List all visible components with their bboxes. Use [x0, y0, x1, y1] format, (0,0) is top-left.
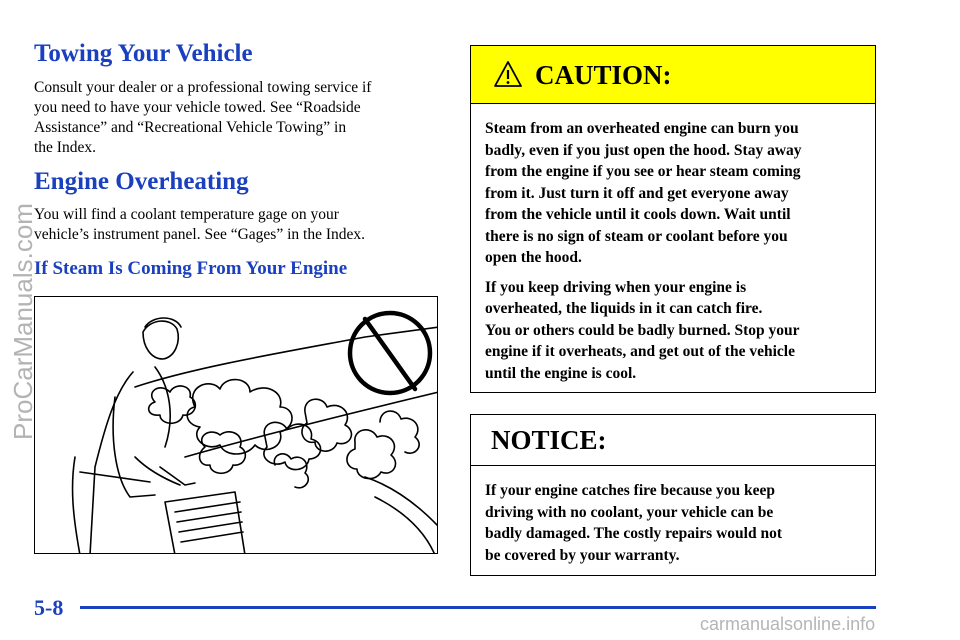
- text-line: you need to have your vehicle towed. See “Roadside: [34, 99, 361, 116]
- caution-body: [471, 104, 875, 384]
- text-line: You or others could be badly burned. Stop your: [485, 321, 800, 339]
- text-line: You will find a coolant temperature gage on your: [34, 206, 339, 223]
- text-line: If you keep driving when your engine is: [485, 278, 747, 296]
- caution-title: CAUTION:: [535, 60, 672, 90]
- notice-title: NOTICE:: [491, 425, 607, 455]
- overheating-paragraph: [34, 205, 444, 245]
- text-line: Steam from an overheated engine can burn you: [485, 120, 799, 137]
- notice-box: [470, 414, 876, 576]
- text-line: until the engine is cool.: [485, 364, 637, 382]
- text-line: badly, even if you just open the hood. Stay away: [485, 141, 802, 159]
- text-line: driving with no coolant, your vehicle can be: [485, 503, 774, 521]
- illustration: [34, 296, 438, 554]
- text-line: engine if it overheats, and get out of the vehicle: [485, 343, 795, 360]
- steam-subtitle: If Steam Is Coming From Your Engine: [34, 258, 348, 279]
- text-line: the Index.: [34, 139, 96, 156]
- text-line: there is no sign of steam or coolant before you: [485, 227, 788, 245]
- overheating-title: Engine Overheating: [34, 168, 249, 195]
- footer-rule: [80, 606, 876, 609]
- caution-header: [471, 46, 875, 104]
- warning-triangle-icon: [493, 60, 523, 88]
- towing-title: Towing Your Vehicle: [34, 40, 253, 67]
- page-number: 5-8: [34, 595, 64, 620]
- text-line: If your engine catches fire because you keep: [485, 482, 776, 499]
- text-line: be covered by your warranty.: [485, 546, 680, 564]
- text-line: from it. Just turn it off and get everyone away: [485, 184, 789, 202]
- text-line: vehicle’s instrument panel. See “Gages” in the Index.: [34, 226, 365, 243]
- bottom-watermark: carmanualsonline.info: [700, 614, 876, 634]
- engine-steam-illustration: [35, 297, 438, 554]
- text-line: from the vehicle until it cools down. Wait until: [485, 206, 791, 223]
- side-watermark: ProCarManuals.com: [8, 203, 38, 440]
- text-line: from the engine if you see or hear steam coming: [485, 163, 801, 180]
- notice-body: [471, 466, 875, 566]
- notice-header: [471, 415, 875, 466]
- text-line: open the hood.: [485, 249, 582, 266]
- text-line: Consult your dealer or a professional towing service if: [34, 79, 372, 96]
- caution-paragraph-1: [485, 118, 861, 269]
- caution-box: [470, 45, 876, 393]
- towing-paragraph: [34, 78, 444, 158]
- caution-paragraph-2: [485, 277, 861, 385]
- text-line: Assistance” and “Recreational Vehicle Towing” in: [34, 119, 347, 136]
- text-line: overheated, the liquids in it can catch fire.: [485, 300, 763, 317]
- text-line: badly damaged. The costly repairs would not: [485, 525, 782, 542]
